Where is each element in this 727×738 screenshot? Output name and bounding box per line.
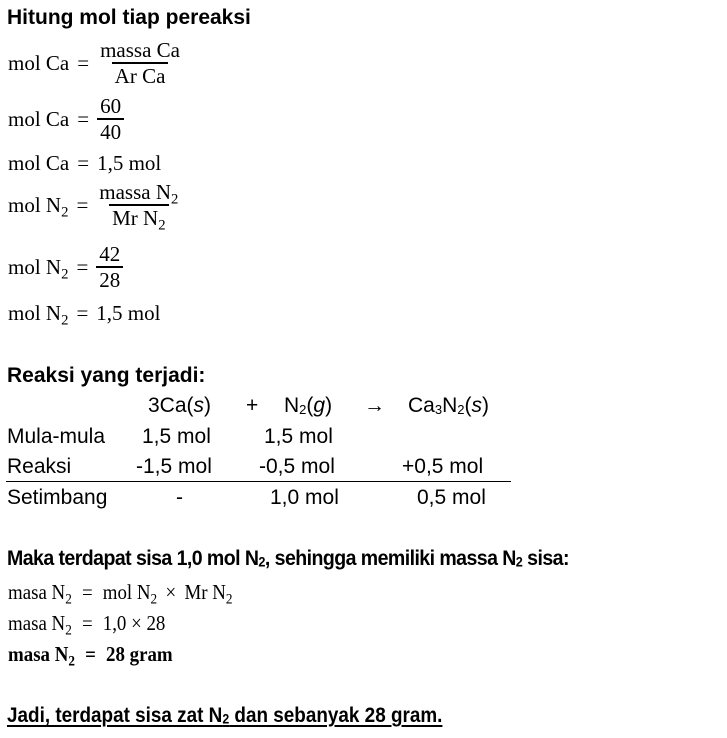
equals-sign: = xyxy=(76,254,89,279)
lhs-base: masa N xyxy=(8,642,69,666)
eq-lhs xyxy=(8,193,68,218)
equation-mol-n2-values xyxy=(8,242,123,292)
lhs-base: mol N xyxy=(8,254,62,279)
equals-sign: = xyxy=(85,642,96,666)
base: Ca xyxy=(408,394,435,417)
equation-massa-values xyxy=(8,611,166,639)
heading-reaksi: Reaksi yang terjadi: xyxy=(7,364,206,387)
equals-sign: = xyxy=(77,151,90,175)
denominator xyxy=(109,204,168,234)
lhs-base: masa N xyxy=(8,580,66,604)
heading-text: , sehingga memiliki massa N xyxy=(264,547,516,570)
conclusion xyxy=(7,704,442,728)
cell-ca3n2: 0,5 mol xyxy=(417,486,486,509)
paren: ) xyxy=(482,394,490,417)
conclusion-text: dan sebanyak 28 gram. xyxy=(229,704,443,727)
numerator xyxy=(96,180,181,208)
equation-mol-ca-result xyxy=(8,150,161,176)
reactant-n2 xyxy=(284,394,332,418)
paren: ) xyxy=(325,394,333,417)
term: mol N xyxy=(102,580,151,604)
equals-sign: = xyxy=(76,301,89,325)
reaction-arrow: → xyxy=(364,394,385,417)
numerator: 42 xyxy=(99,242,121,266)
subscript: 2 xyxy=(61,265,69,282)
eq-rhs: 1,5 mol xyxy=(97,151,162,175)
denominator: Ar Ca xyxy=(112,62,169,88)
lhs-base: masa N xyxy=(8,611,66,635)
subscript: 2 xyxy=(65,591,72,608)
heading-hitung-mol: Hitung mol tiap pereaksi xyxy=(7,6,251,29)
row-label-setimbang: Setimbang xyxy=(7,486,108,509)
base: N xyxy=(442,394,458,417)
base: N xyxy=(284,394,300,417)
fraction xyxy=(96,180,181,234)
equals-sign: = xyxy=(76,192,89,217)
lhs-base: mol N xyxy=(8,192,62,217)
table-divider xyxy=(6,481,511,482)
cell-ca: 1,5 mol xyxy=(142,425,211,448)
equation-mol-n2-result xyxy=(8,300,161,329)
fraction xyxy=(97,38,183,88)
cell-ca: - xyxy=(176,486,183,509)
subscript: 2 xyxy=(171,191,179,208)
subscript: 2 xyxy=(457,401,465,417)
paren: ) xyxy=(204,394,212,417)
eq-lhs xyxy=(8,255,68,280)
eq-rhs: 1,0 × 28 xyxy=(102,611,166,635)
subscript: 2 xyxy=(225,591,233,608)
plus-sign: + xyxy=(246,394,259,417)
subscript: 2 xyxy=(65,622,72,639)
times-sign: × xyxy=(165,580,177,604)
equation-massa-formula xyxy=(8,580,233,608)
cell-ca3n2: +0,5 mol xyxy=(402,455,484,478)
eq-rhs: 1,5 mol xyxy=(96,301,161,325)
subscript: 2 xyxy=(258,554,265,570)
cell-n2: 1,5 mol xyxy=(264,425,333,448)
eq-lhs: mol Ca xyxy=(8,106,70,131)
cell-n2: 1,0 mol xyxy=(270,486,339,509)
numerator: 60 xyxy=(100,94,122,118)
den-base: Mr N xyxy=(112,206,159,230)
fraction xyxy=(96,242,123,292)
equals-sign: = xyxy=(77,106,90,131)
state: s xyxy=(193,394,205,417)
subscript: 2 xyxy=(150,591,158,608)
equals-sign: = xyxy=(77,50,90,75)
lhs-base: mol N xyxy=(8,301,62,325)
state: s xyxy=(471,394,483,417)
subscript: 2 xyxy=(61,203,69,220)
subscript: 3 xyxy=(434,401,443,417)
reactant-ca xyxy=(148,394,211,418)
conclusion-text: Jadi, terdapat sisa zat N xyxy=(7,704,223,727)
cell-ca: -1,5 mol xyxy=(136,455,212,478)
fraction xyxy=(97,94,124,144)
eq-lhs xyxy=(8,300,69,329)
subscript: 2 xyxy=(515,554,523,570)
equals-sign: = xyxy=(81,580,93,604)
eq-rhs: 28 gram xyxy=(106,642,173,666)
denominator: 40 xyxy=(97,118,124,144)
term: Mr N xyxy=(184,580,226,604)
equals-sign: = xyxy=(81,611,93,635)
equation-mol-ca-formula xyxy=(8,38,183,88)
row-label-reaksi: Reaksi xyxy=(7,455,72,478)
subscript: 2 xyxy=(222,711,230,727)
denominator: 28 xyxy=(96,266,123,292)
equation-mol-ca-values xyxy=(8,94,124,144)
heading-text: sisa: xyxy=(522,547,569,570)
equation-mol-n2-formula xyxy=(8,180,181,234)
heading-sisa xyxy=(7,547,569,571)
subscript: 2 xyxy=(158,217,166,234)
state: g xyxy=(313,394,326,417)
num-base: massa N xyxy=(99,180,172,204)
paren: ( xyxy=(464,394,472,417)
product-ca3n2 xyxy=(408,394,489,418)
subscript: 2 xyxy=(299,401,307,417)
eq-lhs: mol Ca xyxy=(8,50,70,75)
subscript: 2 xyxy=(68,653,75,670)
paren: ( xyxy=(306,394,314,417)
cell-n2: -0,5 mol xyxy=(259,455,335,478)
coef-text: 3Ca( xyxy=(148,394,194,417)
subscript: 2 xyxy=(61,312,69,329)
equation-massa-result xyxy=(8,642,173,670)
row-label-mula: Mula-mula xyxy=(7,425,106,448)
eq-lhs: mol Ca xyxy=(8,151,70,175)
numerator: massa Ca xyxy=(100,38,180,62)
heading-text: Maka terdapat sisa 1,0 mol N xyxy=(7,547,259,570)
